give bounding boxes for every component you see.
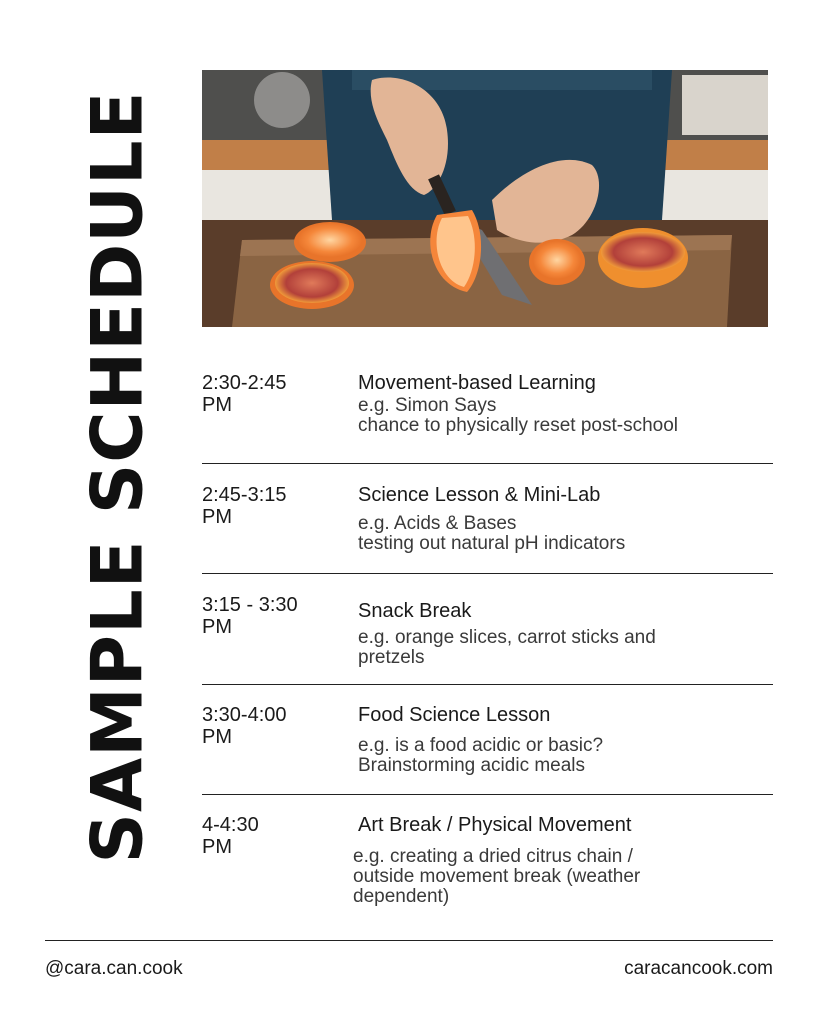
description-line: e.g. Simon Says [358, 395, 497, 416]
time-range: 3:30-4:00 [202, 704, 287, 726]
activity-description [353, 847, 640, 907]
schedule-time [202, 814, 342, 858]
description-line: dependent) [353, 886, 450, 907]
activity-description [358, 514, 625, 554]
time-period: PM [202, 726, 232, 748]
time-period: PM [202, 394, 232, 416]
time-range: 3:15 - 3:30 [202, 594, 298, 616]
activity-title: Snack Break [358, 600, 472, 622]
schedule-time [202, 484, 342, 528]
schedule-time [202, 594, 342, 638]
description-line: e.g. Acids & Bases [358, 513, 517, 534]
description-line: pretzels [358, 647, 425, 668]
description-line: e.g. orange slices, carrot sticks and [358, 627, 656, 648]
time-range: 4-4:30 [202, 814, 259, 836]
description-line: testing out natural pH indicators [358, 533, 626, 554]
activity-description [358, 736, 603, 776]
description-line: Brainstorming acidic meals [358, 755, 586, 776]
page-title-vertical [78, 72, 156, 882]
activity-description [358, 396, 678, 436]
footer-divider [45, 940, 773, 941]
row-divider [202, 794, 773, 795]
row-divider [202, 684, 773, 685]
activity-title: Movement-based Learning [358, 372, 596, 394]
time-period: PM [202, 506, 232, 528]
description-line: e.g. creating a dried citrus chain / [353, 846, 633, 867]
activity-title: Art Break / Physical Movement [358, 814, 632, 836]
schedule-time [202, 704, 342, 748]
time-period: PM [202, 616, 232, 638]
schedule-time [202, 372, 342, 416]
website-link[interactable]: caracancook.com [624, 958, 773, 979]
citrus-cutting-image [202, 70, 768, 327]
activity-title: Science Lesson & Mini-Lab [358, 484, 601, 506]
time-range: 2:45-3:15 [202, 484, 287, 506]
time-period: PM [202, 836, 232, 858]
description-line: e.g. is a food acidic or basic? [358, 735, 604, 756]
activity-title: Food Science Lesson [358, 704, 551, 726]
description-line: outside movement break (weather [353, 866, 641, 887]
time-range: 2:30-2:45 [202, 372, 287, 394]
page-title: SAMPLE SCHEDULE [76, 90, 158, 864]
row-divider [202, 573, 773, 574]
social-handle: @cara.can.cook [45, 958, 183, 979]
activity-description [358, 628, 656, 668]
row-divider [202, 463, 773, 464]
hero-photo [202, 70, 768, 327]
description-line: chance to physically reset post-school [358, 415, 678, 436]
